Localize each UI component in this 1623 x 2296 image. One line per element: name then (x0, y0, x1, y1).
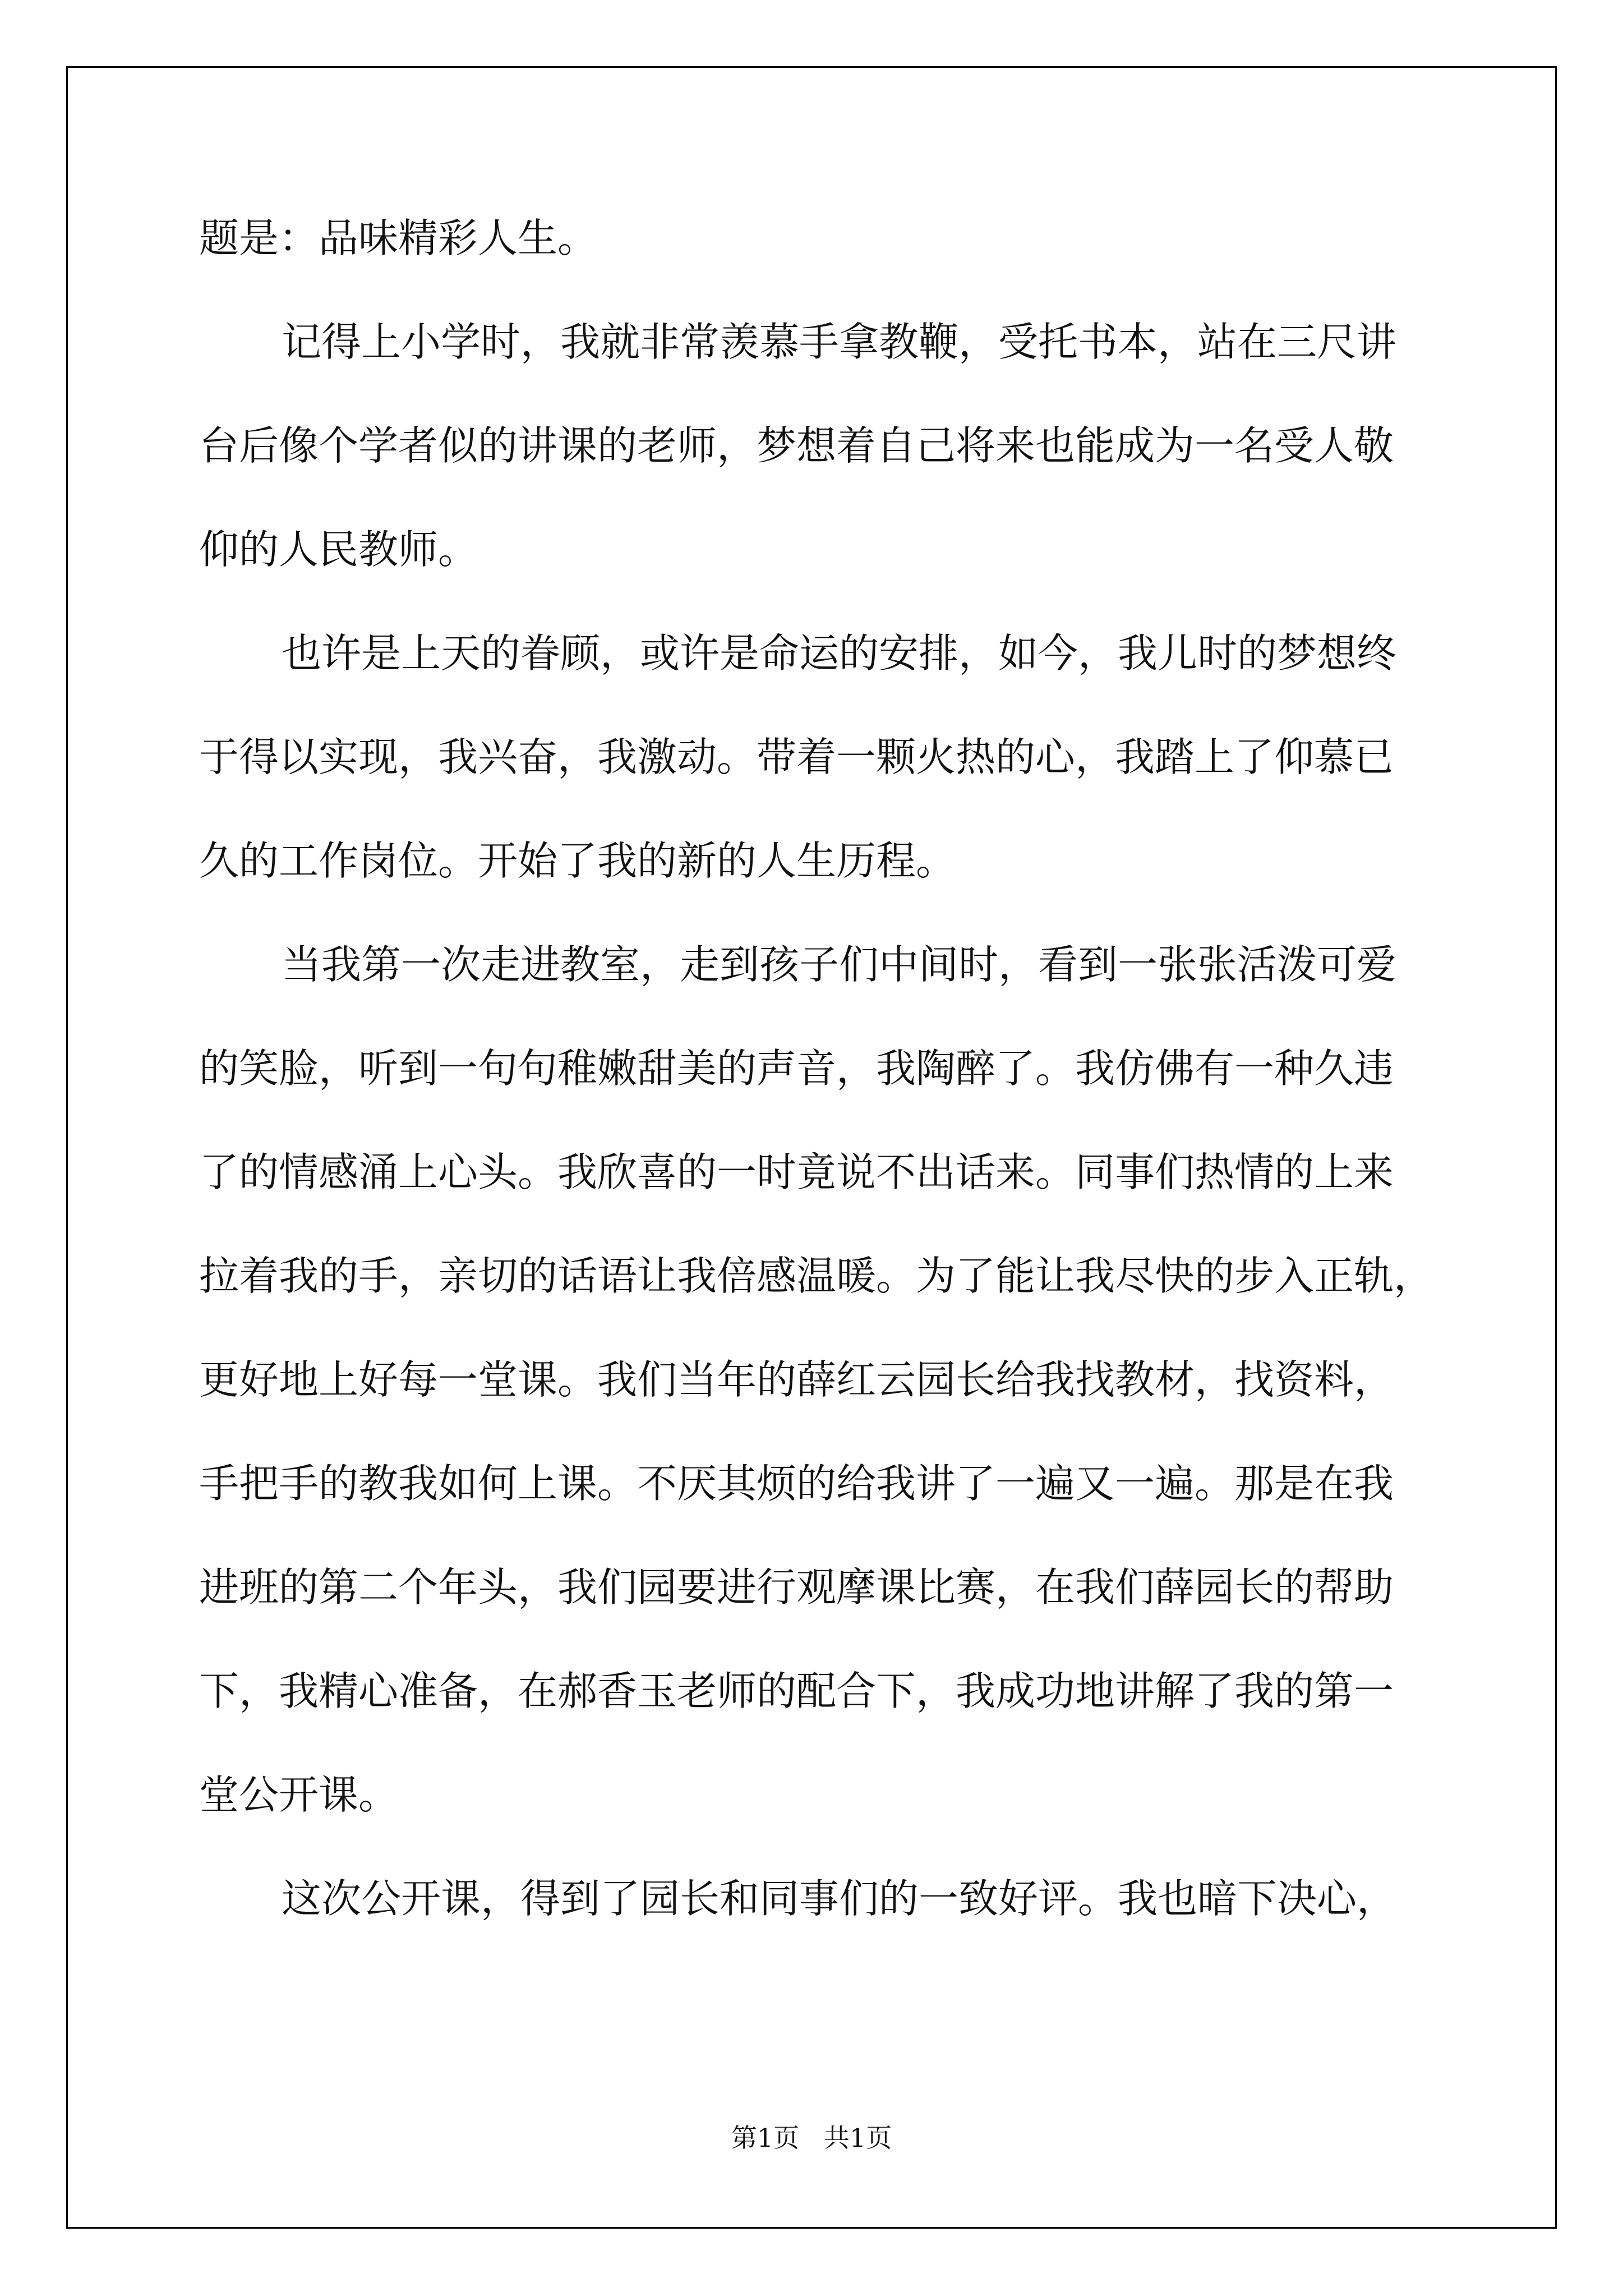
text-line-10: 了的情感涌上心头。我欣喜的一时竟说不出话来。同事们热情的上来 (199, 1149, 1394, 1195)
text-line-15: 下，我精心准备，在郝香玉老师的配合下，我成功地讲解了我的第一 (199, 1668, 1394, 1714)
text-line-1: 题是：品味精彩人生。 (199, 215, 598, 261)
text-line-9: 的笑脸，听到一句句稚嫩甜美的声音，我陶醉了。我仿佛有一种久违 (199, 1045, 1394, 1092)
text-line-6: 于得以实现，我兴奋，我激动。带着一颗火热的心，我踏上了仰慕已 (199, 734, 1394, 780)
text-line-14: 进班的第二个年头，我们园要进行观摩课比赛，在我们薛园长的帮助 (199, 1564, 1394, 1611)
text-line-11: 拉着我的手，亲切的话语让我倍感温暖。为了能让我尽快的步入正轨， (199, 1253, 1434, 1299)
page-number-footer: 第1页 共1页 (731, 2123, 892, 2153)
text-line-13: 手把手的教我如何上课。不厌其烦的给我讲了一遍又一遍。那是在我 (199, 1460, 1394, 1507)
text-line-12: 更好地上好每一堂课。我们当年的薛红云园长给我找教材，找资料， (199, 1356, 1394, 1403)
text-line-5: 也许是上天的眷顾，或许是命运的安排，如今，我儿时的梦想终 (282, 630, 1397, 677)
text-line-16: 堂公开课。 (199, 1772, 399, 1818)
text-line-3: 台后像个学者似的讲课的老师，梦想着自己将来也能成为一名受人敬 (199, 422, 1394, 469)
text-line-7: 久的工作岗位。开始了我的新的人生历程。 (199, 838, 956, 884)
text-line-4: 仰的人民教师。 (199, 526, 478, 573)
text-line-2: 记得上小学时，我就非常羡慕手拿教鞭，受托书本，站在三尺讲 (282, 319, 1397, 365)
text-line-8: 当我第一次走进教室，走到孩子们中间时，看到一张张活泼可爱 (282, 941, 1397, 988)
text-line-17: 这次公开课，得到了园长和同事们的一致好评。我也暗下决心， (282, 1875, 1397, 1922)
